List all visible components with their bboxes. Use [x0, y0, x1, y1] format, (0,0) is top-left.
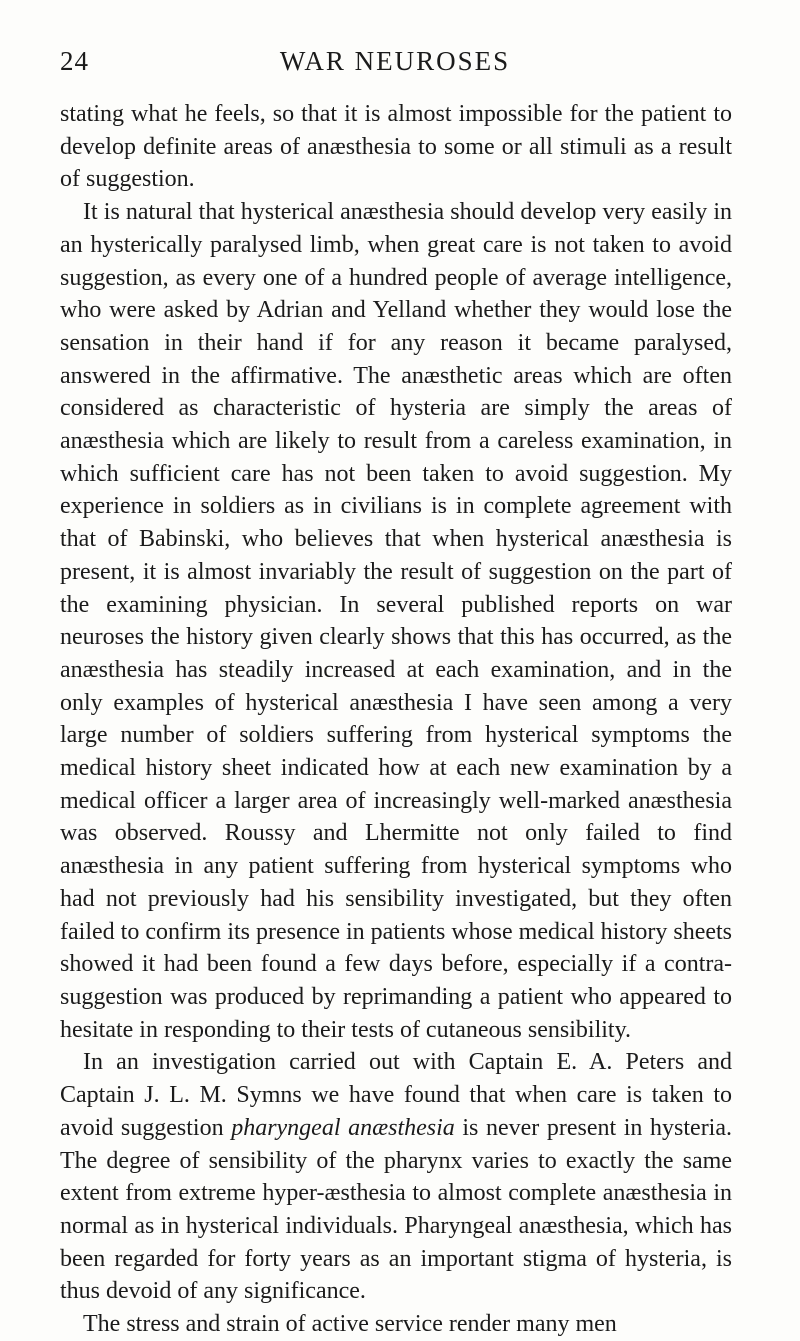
body-text [60, 98, 732, 1341]
paragraph-continuation: stating what he feels, so that it is almost impossible for the patient to develop definite areas of anæsthesia to some or all stimuli as a result of suggestion. [60, 101, 732, 193]
paragraph-text-before: In an investigation carried out with Captain E. A. Peters and Captain J. L. M. Symns we have found that when care is taken to avoid suggestion [60, 1049, 732, 1141]
paragraph-stress-strain: The stress and strain of active service render many men [83, 1311, 617, 1338]
running-title: WAR NEUROSES [279, 46, 511, 76]
page-header [60, 46, 730, 86]
italic-term: pharyngeal anæsthesia [231, 1114, 455, 1141]
paragraph-pharyngeal-anaesthesia [60, 1046, 732, 1308]
paragraph-text-after: is never present in hysteria. The degree of sensibility of the pharynx varies to exactly the same extent from extreme hyper-æsthesia to almost complete anæsthesia in normal as in hysterical individuals. Pharyngeal anæsthesia, which has been regarded for forty years as an important stigma of hysteria, is thus devoid of any significance. [60, 1114, 732, 1305]
page-number: 24 [60, 46, 89, 76]
paragraph-hysterical-anaesthesia: It is natural that hysterical anæsthesia should develop very easily in an hysterically paralysed limb, when great care is not taken to avoid suggestion, as every one of a hundred people of average intelligence, who were asked by Adrian and Yelland whether they would lose the sensation in their hand if for any reason it became paralysed, answered in the affirmative. The anæsthetic areas which are often considered as characteristic of hysteria are simply the areas of anæsthesia which are likely to result from a careless examination, in which sufficient care has not been taken to avoid suggestion. My experience in soldiers as in civilians is in complete agreement with that of Babinski, who believes that when hysterical anæsthesia is present, it is almost invariably the result of suggestion on the part of the examining physician. In several published reports on war neuroses the history given clearly shows that this has occurred, as the anæsthesia has steadily increased at each examination, and in the only examples of hysterical anæsthesia I have seen among a very large number of soldiers suffering from hysterical symptoms the medical history sheet indicated how at each new examination by a medical officer a larger area of increasingly well-marked anæsthesia was observed. Roussy and Lhermitte not only failed to find anæsthesia in any patient suffering from hysterical symptoms who had not previously had his sensibility investigated, but they often failed to confirm its presence in patients whose medical history sheets showed it had been found a few days before, especially if a contra-suggestion was produced by reprimanding a patient who appeared to hesitate in responding to their tests of cutaneous sensibility. [60, 199, 732, 1043]
